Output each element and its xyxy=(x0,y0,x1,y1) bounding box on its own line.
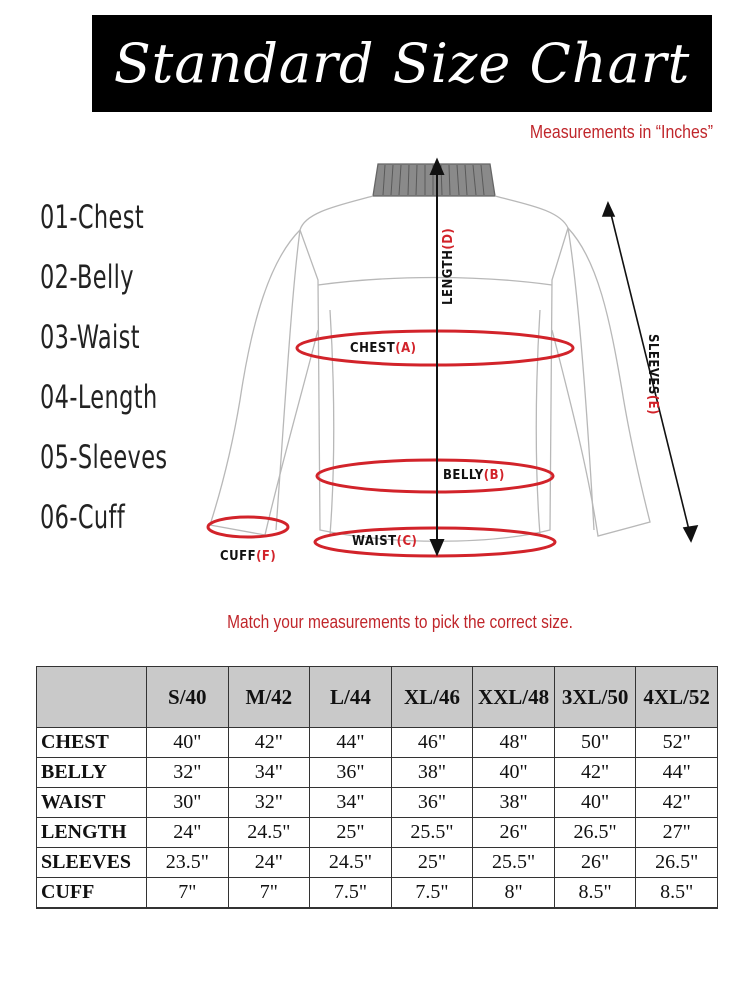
row-label: BELLY xyxy=(37,758,147,788)
table-cell: 26" xyxy=(473,818,555,848)
row-label: CHEST xyxy=(37,728,147,758)
table-cell: 30" xyxy=(147,788,229,818)
cuff-label: CUFF(F) xyxy=(220,549,277,564)
legend-item: 01-Chest xyxy=(40,198,145,236)
table-cell: 38" xyxy=(391,758,473,788)
length-label: LENGTH(D) xyxy=(441,227,456,305)
table-cell: 44" xyxy=(310,728,392,758)
size-header: 3XL/50 xyxy=(554,667,636,728)
table-cell: 42" xyxy=(636,788,718,818)
size-header: XL/46 xyxy=(391,667,473,728)
table-row xyxy=(37,848,718,878)
corner-cell xyxy=(37,667,147,728)
sleeves-label: SLEEVES(E) xyxy=(645,334,660,416)
size-table xyxy=(36,666,718,909)
row-label: CUFF xyxy=(37,878,147,909)
table-row xyxy=(37,818,718,848)
table-cell: 50" xyxy=(554,728,636,758)
legend-item: 05-Sleeves xyxy=(40,438,168,476)
table-cell: 8" xyxy=(473,878,555,909)
table-cell: 8.5" xyxy=(636,878,718,909)
table-cell: 32" xyxy=(147,758,229,788)
table-cell: 32" xyxy=(228,788,310,818)
table-cell: 40" xyxy=(473,758,555,788)
table-cell: 40" xyxy=(554,788,636,818)
table-cell: 24" xyxy=(228,848,310,878)
table-cell: 25.5" xyxy=(473,848,555,878)
table-cell: 26" xyxy=(554,848,636,878)
table-cell: 25.5" xyxy=(391,818,473,848)
waist-label: WAIST(C) xyxy=(352,534,418,549)
table-row xyxy=(37,728,718,758)
measurement-legend xyxy=(40,198,203,558)
table-cell: 38" xyxy=(473,788,555,818)
table-cell: 27" xyxy=(636,818,718,848)
size-header-row xyxy=(37,667,718,728)
table-cell: 52" xyxy=(636,728,718,758)
legend-item: 02-Belly xyxy=(40,258,134,296)
table-row xyxy=(37,788,718,818)
table-cell: 8.5" xyxy=(554,878,636,909)
match-note: Match your measurements to pick the correct size. xyxy=(227,612,573,632)
table-cell: 48" xyxy=(473,728,555,758)
title-banner xyxy=(92,15,712,112)
row-label: WAIST xyxy=(37,788,147,818)
table-cell: 44" xyxy=(636,758,718,788)
size-header: L/44 xyxy=(310,667,392,728)
table-cell: 36" xyxy=(310,758,392,788)
table-cell: 42" xyxy=(228,728,310,758)
row-label: SLEEVES xyxy=(37,848,147,878)
table-cell: 34" xyxy=(228,758,310,788)
units-note: Measurements in “Inches” xyxy=(529,122,713,142)
size-header: 4XL/52 xyxy=(636,667,718,728)
table-cell: 23.5" xyxy=(147,848,229,878)
size-header: S/40 xyxy=(147,667,229,728)
table-cell: 42" xyxy=(554,758,636,788)
table-cell: 24.5" xyxy=(228,818,310,848)
legend-item: 03-Waist xyxy=(40,318,140,356)
table-cell: 24.5" xyxy=(310,848,392,878)
table-cell: 7" xyxy=(228,878,310,909)
legend-item: 06-Cuff xyxy=(40,498,126,536)
chest-label: CHEST(A) xyxy=(350,341,417,356)
legend-item: 04-Length xyxy=(40,378,158,416)
table-row xyxy=(37,758,718,788)
jacket-diagram xyxy=(190,150,710,580)
table-cell: 40" xyxy=(147,728,229,758)
table-cell: 26.5" xyxy=(636,848,718,878)
table-cell: 24" xyxy=(147,818,229,848)
size-header: XXL/48 xyxy=(473,667,555,728)
jacket-illustration xyxy=(190,150,710,580)
table-cell: 7.5" xyxy=(310,878,392,909)
table-cell: 26.5" xyxy=(554,818,636,848)
table-cell: 7" xyxy=(147,878,229,909)
table-cell: 36" xyxy=(391,788,473,818)
table-cell: 7.5" xyxy=(391,878,473,909)
table-cell: 25" xyxy=(310,818,392,848)
belly-label: BELLY(B) xyxy=(443,468,505,483)
table-cell: 46" xyxy=(391,728,473,758)
page-title: Standard Size Chart xyxy=(113,32,691,95)
table-row xyxy=(37,878,718,909)
row-label: LENGTH xyxy=(37,818,147,848)
size-header: M/42 xyxy=(228,667,310,728)
table-cell: 25" xyxy=(391,848,473,878)
table-cell: 34" xyxy=(310,788,392,818)
